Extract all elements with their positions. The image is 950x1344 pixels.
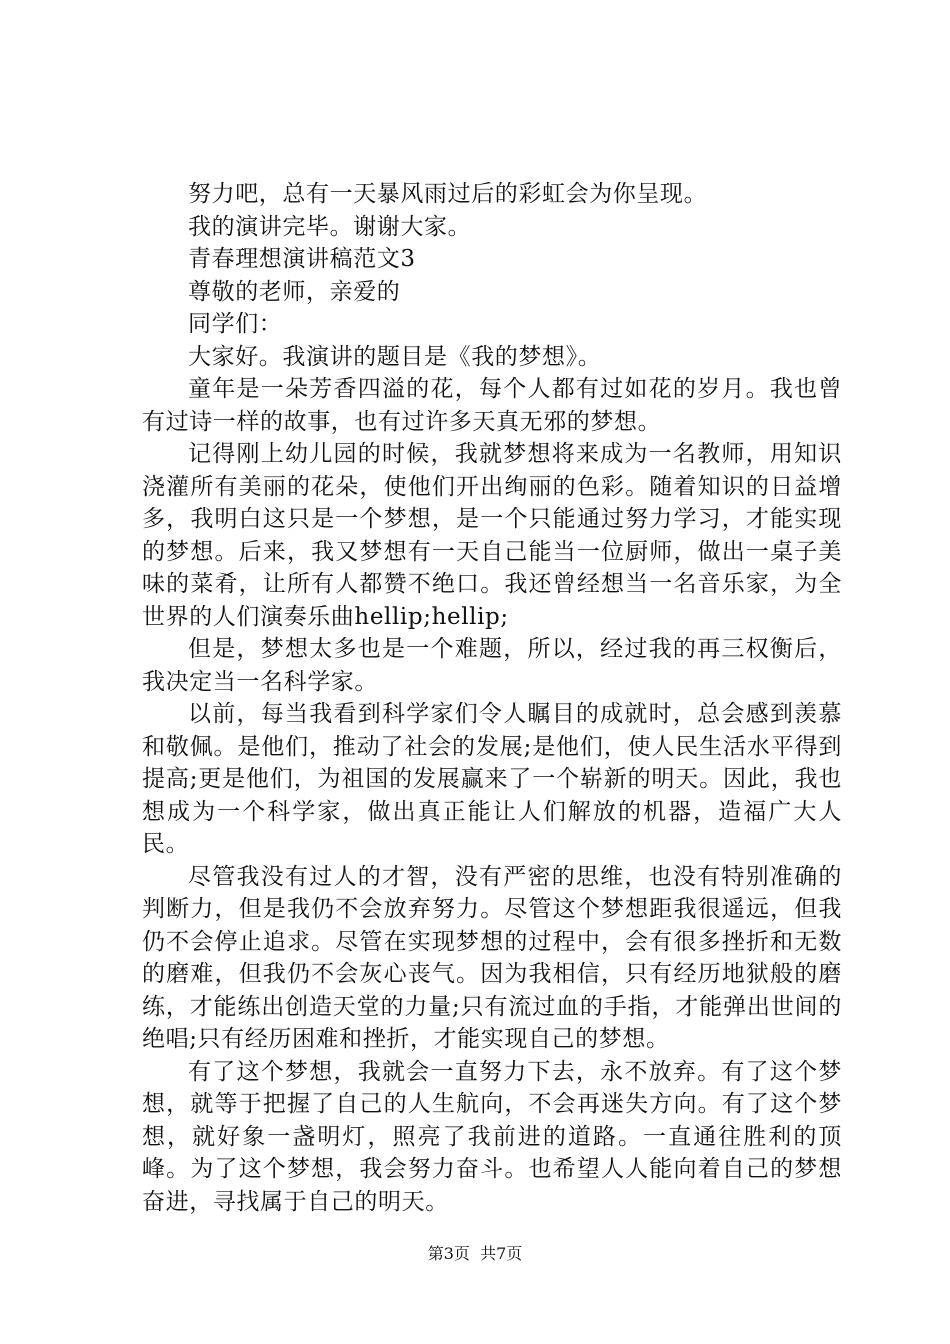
salutation: 尊敬的老师，亲爱的 xyxy=(188,278,401,305)
section-title: 青春理想演讲稿范文3 xyxy=(188,246,416,272)
page-number: 第3页 xyxy=(427,1244,470,1263)
paragraph: 努力吧，总有一天暴风雨过后的彩虹会为你呈现。 xyxy=(188,181,708,207)
paragraph: 以前，每当我看到科学家们令人瞩目的成就时，总会感到羡慕和敬佩。是他们，推动了社会的发展;是他们，使人民生活水平得到提高;更是他们，为祖国的发展赢来了一个崭新的明天。因此，我也想成为一个科学家，做出真正能让人们解放的机器，造福广大人民。 xyxy=(142,701,842,857)
footer-spacer xyxy=(470,1244,480,1263)
paragraph: 但是，梦想太多也是一个难题，所以，经过我的再三权衡后，我决定当一名科学家。 xyxy=(142,636,842,695)
salutation: 同学们： xyxy=(188,311,283,337)
document-body xyxy=(142,178,842,1218)
paragraph: 记得刚上幼儿园的时候，我就梦想将来成为一名教师，用知识浇灌所有美丽的花朵，使他们开出绚丽的色彩。随着知识的日益增多，我明白这只是一个梦想，是一个只能通过努力学习，才能实现的梦想。后来，我又梦想有一天自己能当一位厨师，做出一桌子美味的菜肴，让所有人都赞不绝口。我还曾经想当一名音乐家，为全世界的人们演奏乐曲hellip;hellip; xyxy=(142,441,842,630)
page-footer xyxy=(0,1244,950,1264)
paragraph: 尽管我没有过人的才智，没有严密的思维，也没有特别准确的判断力，但是我仍不会放弃努力。尽管这个梦想距我很遥远，但我仍不会停止追求。尽管在实现梦想的过程中，会有很多挫折和无数的磨难，但我仍不会灰心丧气。因为我相信，只有经历地狱般的磨练，才能练出创造天堂的力量;只有流过血的手指，才能弹出世间的绝唱;只有经历困难和挫折，才能实现自己的梦想。 xyxy=(142,863,842,1052)
paragraph: 我的演讲完毕。谢谢大家。 xyxy=(188,213,472,240)
paragraph: 童年是一朵芳香四溢的花，每个人都有过如花的岁月。我也曾有过诗一样的故事，也有过许多天真无邪的梦想。 xyxy=(142,376,842,435)
page-total: 共7页 xyxy=(480,1244,523,1263)
paragraph: 有了这个梦想，我就会一直努力下去，永不放弃。有了这个梦想，就等于把握了自己的人生航向，不会再迷失方向。有了这个梦想，就好象一盏明灯，照亮了我前进的道路。一直通往胜利的顶峰。为了这个梦想，我会努力奋斗。也希望人人能向着自己的梦想奋进，寻找属于自己的明天。 xyxy=(142,1058,842,1215)
paragraph: 大家好。我演讲的题目是《我的梦想》。 xyxy=(188,343,602,370)
